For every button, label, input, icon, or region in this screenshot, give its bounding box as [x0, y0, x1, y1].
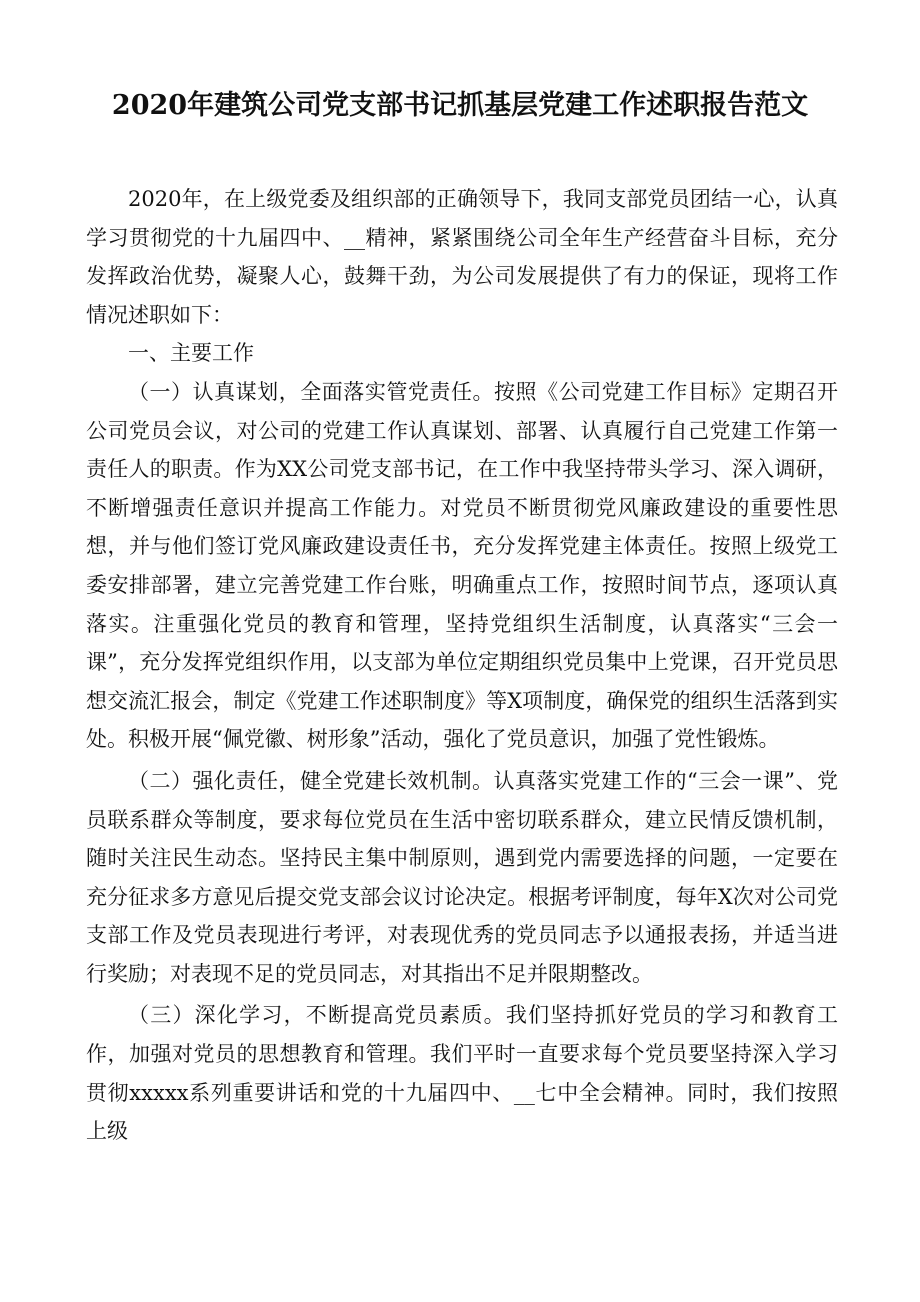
paragraph-1: （一）认真谋划，全面落实管党责任。按照《公司党建工作目标》定期召开公司党员会议，对公司的党建工作认真谋划、部署、认真履行自己党建工作第一责任人的职责。作为XX公司党支部书记，在工作中我坚持带头学习、深入调研，不断增强责任意识并提高工作能力。对党员不断贯彻党风廉政建设的重要性思想，并与他们签订党风廉政建设责任书，充分发挥党建主体责任。按照上级党工委安排部署，建立完善党建工作台账，明确重点工作，按照时间节点，逐项认真落实。注重强化党员的教育和管理，坚持党组织生活制度，认真落实“三会一课”，充分发挥党组织作用，以支部为单位定期组织党员集中上党课，召开党员思想交流汇报会，制定《党建工作述职制度》等X项制度，确保党的组织生活落到实处。积极开展“佩党徽、树形象”活动，强化了党员意识，加强了党性锻炼。: [86, 379, 838, 752]
paragraph-3: （三）深化学习，不断提高党员素质。我们坚持抓好党员的学习和教育工作，加强对党员的思想教育和管理。我们平时一直要求每个党员要坚持深入学习贯彻xxxxx系列重要讲话和党的十九届四中、__七中全会精神。同时，我们按照上级: [86, 1003, 838, 1144]
document-title: 2020年建筑公司党支部书记抓基层党建工作述职报告范文: [111, 90, 809, 121]
document-body: [86, 180, 838, 1151]
paragraph-2: （二）强化责任，健全党建长效机制。认真落实党建工作的“三会一课”、党员联系群众等制度，要求每位党员在生活中密切联系群众，建立民情反馈机制，随时关注民生动态。坚持民主集中制原则，遇到党内需要选择的问题，一定要在充分征求多方意见后提交党支部会议讨论决定。根据考评制度，每年X次对公司党支部工作及党员表现进行考评，对表现优秀的党员同志予以通报表扬，并适当进行奖励；对表现不足的党员同志，对其指出不足并限期整改。: [86, 768, 838, 986]
intro-paragraph: 2020年，在上级党委及组织部的正确领导下，我同支部党员团结一心，认真学习贯彻党的十九届四中、__精神，紧紧围绕公司全年生产经营奋斗目标，充分发挥政治优势，凝聚人心，鼓舞干劲，为公司发展提供了有力的保证，现将工作情况述职如下：: [86, 187, 838, 327]
section-heading-main-work: 一、主要工作: [128, 341, 254, 366]
